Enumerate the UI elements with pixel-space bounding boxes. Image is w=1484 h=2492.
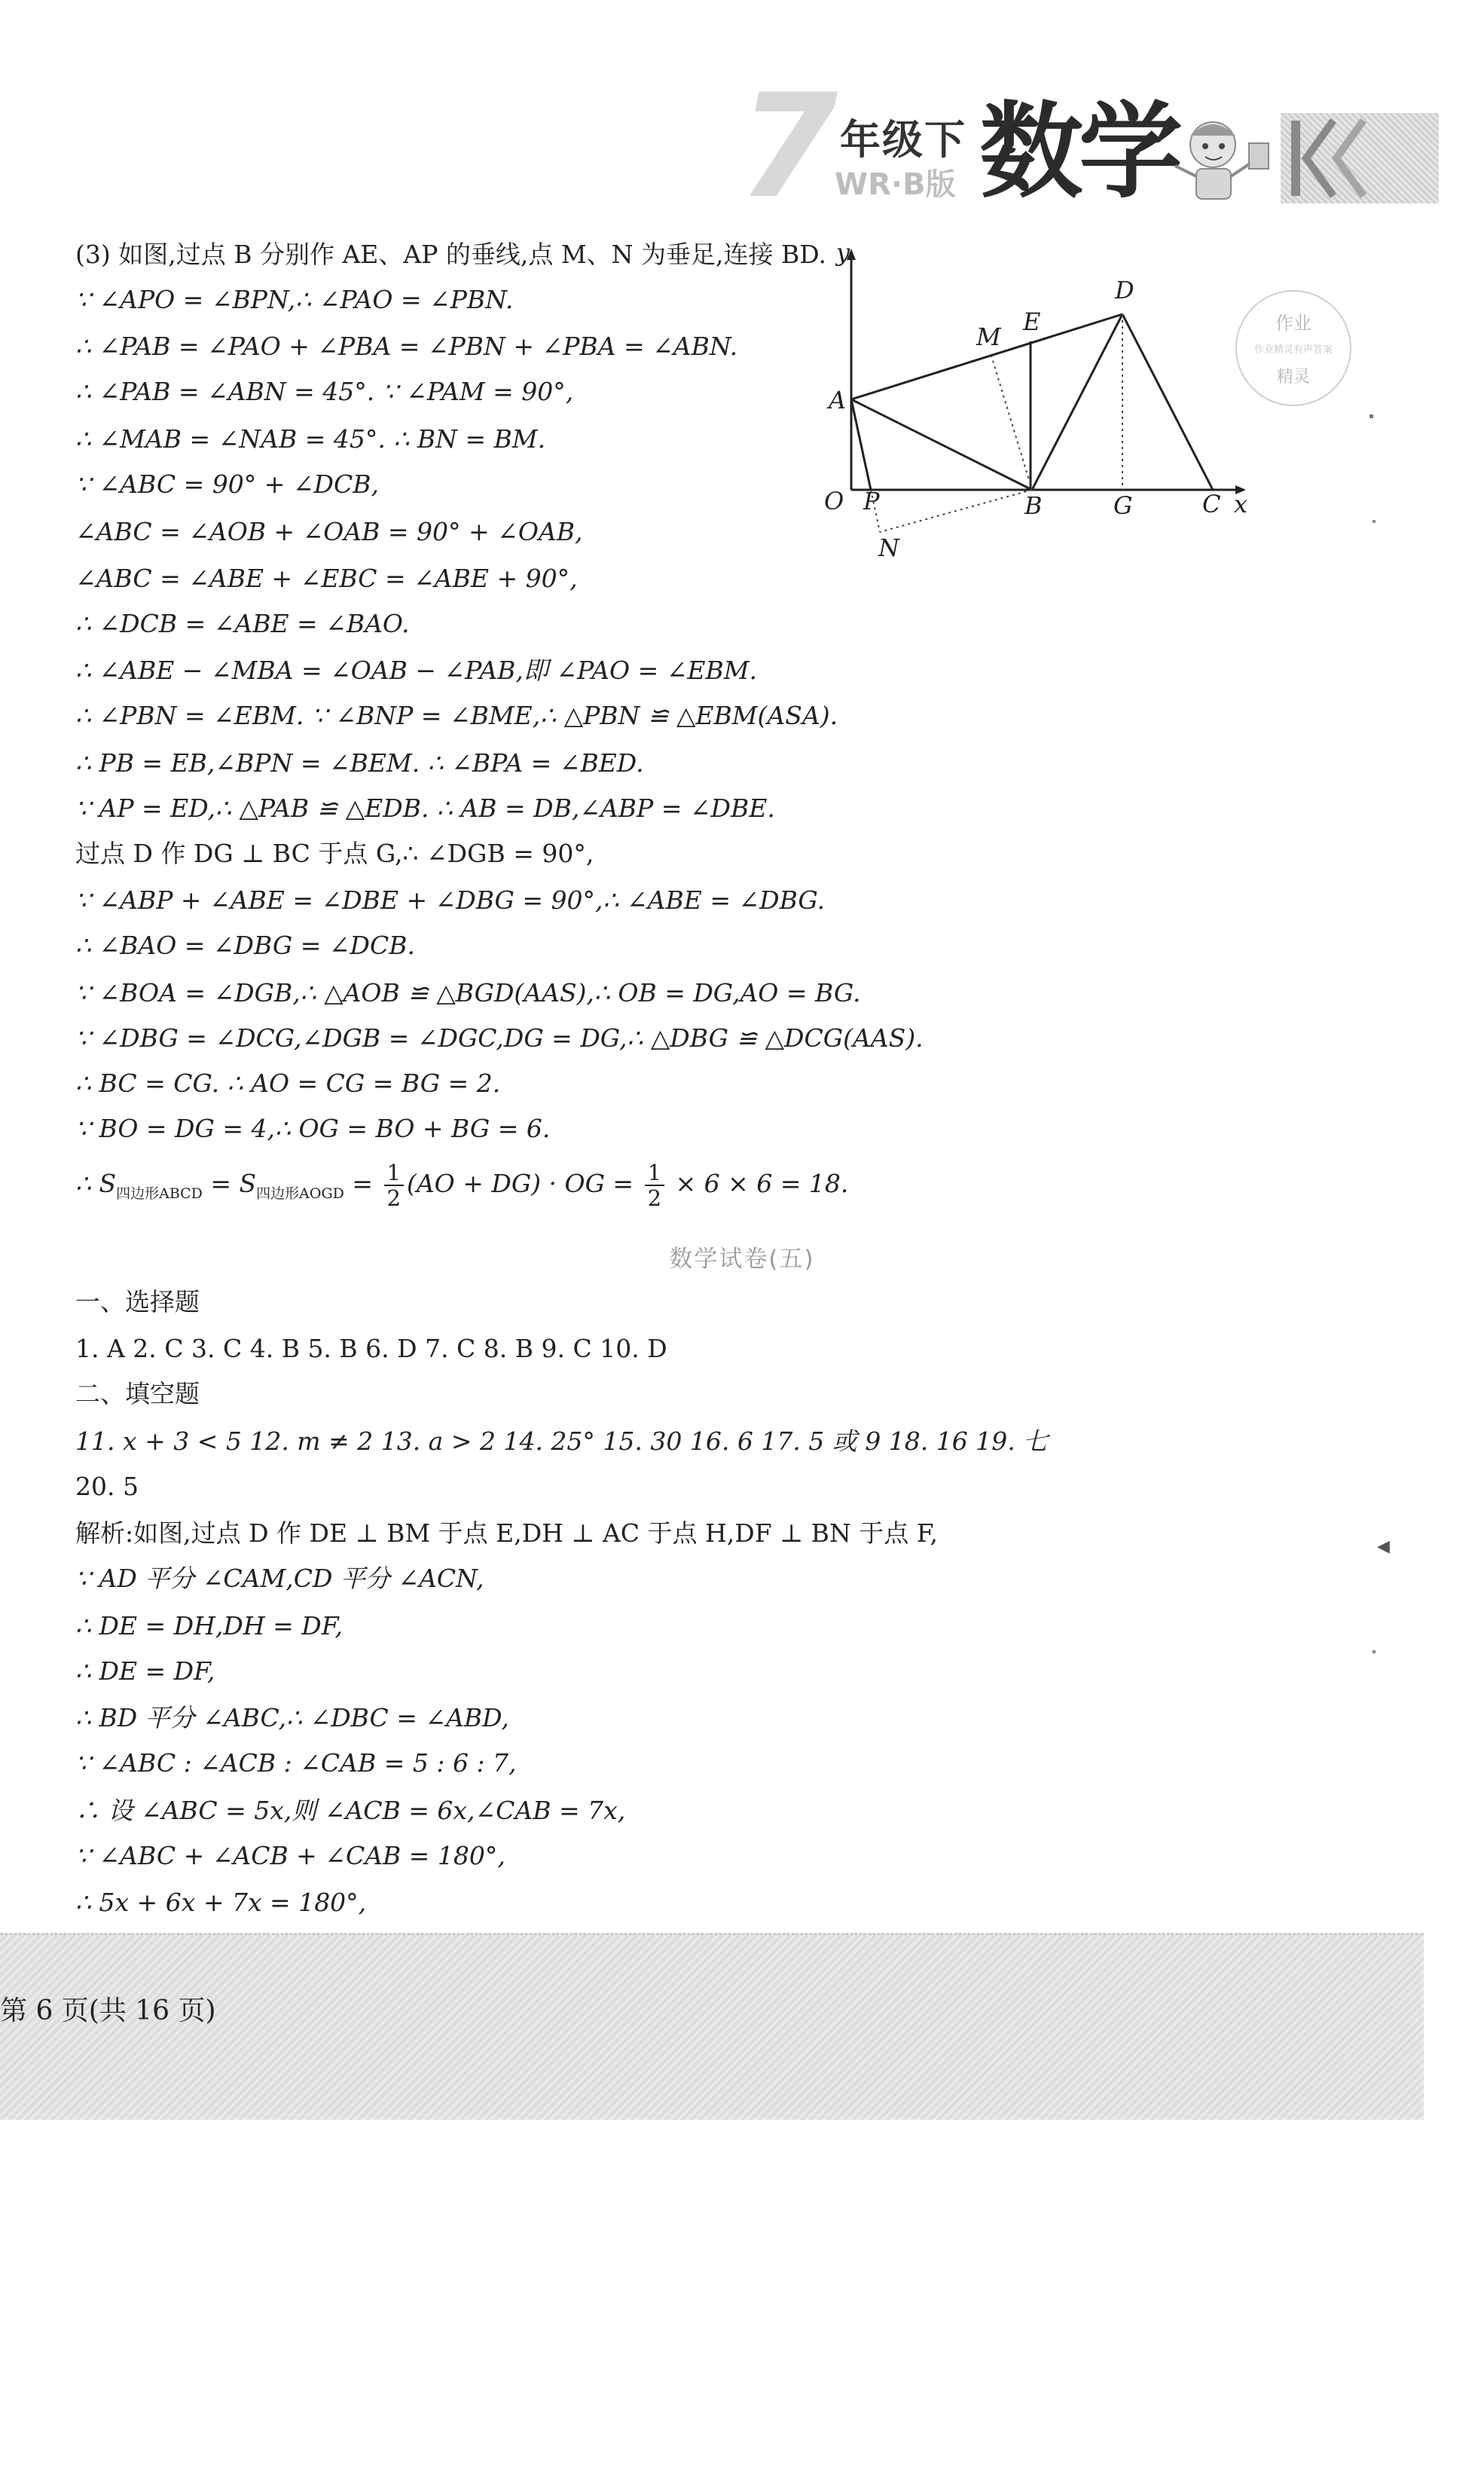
proof-line-10: ∴ ∠ABE − ∠MBA = ∠OAB − ∠PAB,即 ∠PAO = ∠EBM. — [75, 656, 758, 685]
explain-line-2: ∵ AD 平分 ∠CAM,CD 平分 ∠ACN, — [75, 1564, 484, 1593]
proof-line-5: ∴ ∠MAB = ∠NAB = 45°. ∴ BN = BM. — [75, 424, 546, 454]
fraction-num: 1 — [645, 1160, 664, 1186]
answers-fill-20: 20. 5 — [75, 1472, 139, 1501]
proof-line-11: ∴ ∠PBN = ∠EBM. ∵ ∠BNP = ∠BME,∴ △PBN ≌ △EBM(ASA). — [75, 701, 838, 730]
label-P: P — [863, 487, 880, 515]
answers-choice: 1. A 2. C 3. C 4. B 5. B 6. D 7. C 8. B 9. C 10. D — [75, 1334, 667, 1363]
segment-BD — [1032, 314, 1122, 490]
stamp-line2: 作业精灵有声答案 — [1253, 344, 1333, 356]
segment-BM-dashed — [991, 356, 1032, 490]
proof-line-13: ∵ AP = ED,∴ △PAB ≌ △EDB. ∴ AB = DB,∠ABP = ∠DBE. — [75, 793, 775, 823]
label-x: x — [1234, 490, 1248, 518]
label-G: G — [1113, 491, 1133, 520]
scan-mark: ◀ — [1377, 1537, 1390, 1556]
explain-line-8: ∵ ∠ABC + ∠ACB + ∠CAB = 180°, — [75, 1841, 505, 1870]
explain-line-5: ∴ BD 平分 ∠ABC,∴ ∠DBC = ∠ABD, — [75, 1703, 509, 1732]
scan-dot — [1369, 414, 1373, 418]
mascot-icon — [1160, 113, 1273, 203]
page-number: 第 6 页(共 16 页) — [0, 1995, 216, 2026]
proof-line-18: ∵ ∠DBG = ∠DCG,∠DGB = ∠DGC,DG = DG,∴ △DBG ≌ △DCG(AAS). — [75, 1023, 924, 1053]
proof-line-3: ∴ ∠PAB = ∠PAO + ∠PBA = ∠PBN + ∠PBA = ∠ABN. — [75, 332, 738, 361]
exam-title: 数学试卷(五) — [669, 1246, 815, 1273]
explain-line-6: ∵ ∠ABC : ∠ACB : ∠CAB = 5 : 6 : 7, — [75, 1748, 517, 1778]
proof-line-2: ∵ ∠APO = ∠BPN,∴ ∠PAO = ∠PBN. — [75, 285, 514, 314]
section-heading-fill: 二、填空题 — [75, 1379, 200, 1408]
label-C: C — [1202, 490, 1221, 518]
proof-line-6: ∵ ∠ABC = 90° + ∠DCB, — [75, 469, 379, 499]
proof-line-9: ∴ ∠DCB = ∠ABE = ∠BAO. — [75, 609, 410, 638]
label-A: A — [829, 386, 847, 414]
segment-DC — [1122, 314, 1213, 490]
label-N: N — [878, 534, 899, 562]
fraction-den: 2 — [647, 1185, 662, 1211]
area-part-b: = S — [202, 1169, 257, 1198]
stamp-line1: 作业 — [1275, 313, 1311, 334]
explain-line-1: 解析:如图,过点 D 作 DE ⊥ BM 于点 E,DH ⊥ AC 于点 H,DF ⊥ BN 于点 F, — [75, 1518, 938, 1548]
area-sub-2: 四边形AOGD — [256, 1185, 344, 1202]
label-D: D — [1115, 276, 1134, 304]
segment-AB — [851, 399, 1032, 490]
area-part-c: = — [344, 1169, 381, 1198]
label-y: y — [836, 241, 850, 267]
area-sub-1: 四边形ABCD — [116, 1185, 203, 1202]
header-grade-number: 7 — [738, 63, 834, 230]
segment-BN-dashed — [880, 490, 1032, 532]
explain-line-3: ∴ DE = DH,DH = DF, — [75, 1611, 343, 1640]
proof-line-15: ∵ ∠ABP + ∠ABE = ∠DBE + ∠DBG = 90°,∴ ∠ABE = ∠DBG. — [75, 885, 826, 915]
explain-line-7: ∴ 设 ∠ABC = 5x,则 ∠ACB = 6x,∠CAB = 7x, — [75, 1796, 626, 1825]
label-M: M — [976, 323, 1001, 351]
section-heading-choice: 一、选择题 — [75, 1287, 200, 1316]
header-subject: 数学 — [979, 91, 1179, 213]
proof-line-16: ∴ ∠BAO = ∠DBG = ∠DCB. — [75, 931, 415, 960]
proof-line-19: ∴ BC = CG. ∴ AO = CG = BG = 2. — [75, 1069, 501, 1098]
proof-line-21 — [75, 1160, 848, 1210]
segment-AP — [851, 399, 871, 490]
area-part-a: ∴ S — [75, 1169, 117, 1198]
area-part-d: (AO + DG) · OG = — [406, 1169, 642, 1198]
scan-dot — [1373, 1650, 1376, 1653]
fraction-num: 1 — [384, 1160, 404, 1186]
proof-line-12: ∴ PB = EB,∠BPN = ∠BEM. ∴ ∠BPA = ∠BED. — [75, 748, 644, 778]
proof-line-7: ∠ABC = ∠AOB + ∠OAB = 90° + ∠OAB, — [75, 517, 583, 546]
fraction-half-1 — [384, 1160, 404, 1210]
area-part-e: × 6 × 6 = 18. — [667, 1169, 849, 1198]
proof-line-20: ∵ BO = DG = 4,∴ OG = BO + BG = 6. — [75, 1114, 551, 1143]
fraction-half-2 — [645, 1160, 664, 1210]
chevron-decor-icon — [1288, 113, 1379, 203]
proof-line-17: ∵ ∠BOA = ∠DGB,∴ △AOB ≌ △BGD(AAS),∴ OB = DG,AO = BG. — [75, 978, 861, 1008]
label-O: O — [824, 487, 844, 515]
header-edition: WR·B版 — [835, 167, 956, 202]
proof-line-4: ∴ ∠PAB = ∠ABN = 45°. ∵ ∠PAM = 90°, — [75, 377, 574, 406]
proof-line-1: (3) 如图,过点 B 分别作 AE、AP 的垂线,点 M、N 为垂足,连接 BD. — [75, 240, 827, 269]
fraction-den: 2 — [386, 1185, 401, 1211]
explain-line-4: ∴ DE = DF, — [75, 1656, 215, 1686]
proof-line-8: ∠ABC = ∠ABE + ∠EBC = ∠ABE + 90°, — [75, 564, 578, 593]
proof-line-14: 过点 D 作 DG ⊥ BC 于点 G,∴ ∠DGB = 90°, — [75, 839, 594, 868]
scan-dot — [1373, 520, 1376, 523]
answers-fill: 11. x + 3 < 5 12. m ≠ 2 13. a > 2 14. 25° 15. 30 16. 6 17. 5 或 9 18. 16 19. 七 — [75, 1426, 1049, 1456]
stamp-line3: 精灵 — [1276, 368, 1310, 387]
label-E: E — [1023, 307, 1041, 336]
geometry-figure — [806, 241, 1258, 573]
header-grade-label: 年级下 — [840, 116, 966, 164]
explain-line-9: ∴ 5x + 6x + 7x = 180°, — [75, 1888, 367, 1917]
label-B: B — [1024, 491, 1043, 520]
